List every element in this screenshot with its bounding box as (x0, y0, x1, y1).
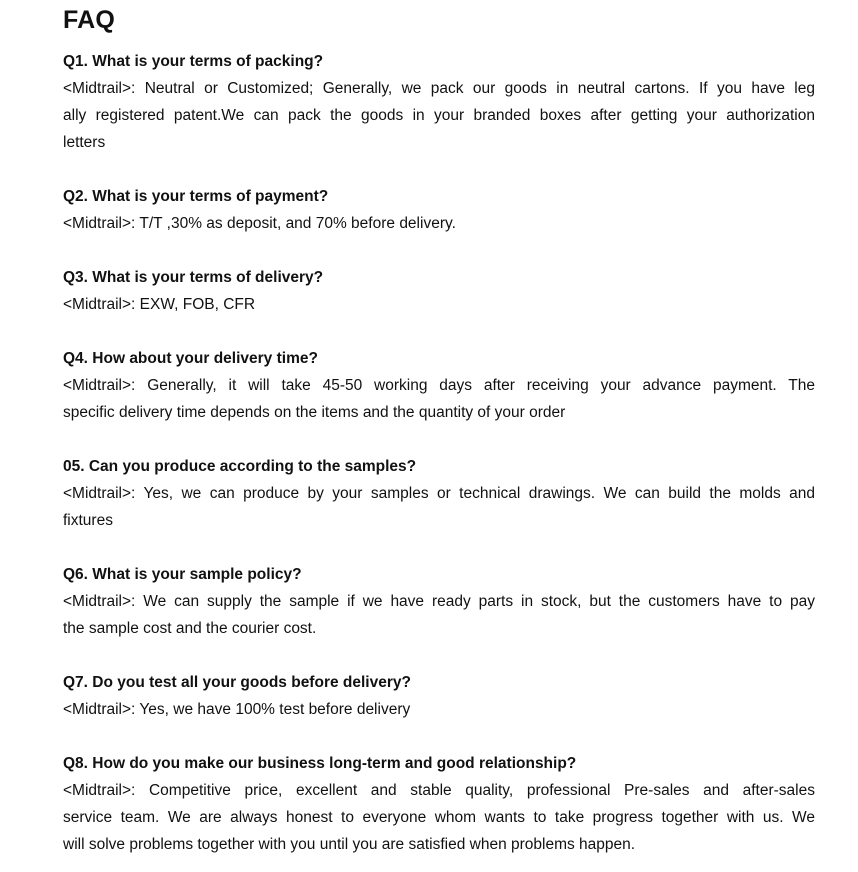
answer-line: service team. We are always honest to everyone whom wants to take progress together with us. We (63, 809, 815, 826)
faq-answer (63, 210, 815, 237)
faq-question: Q8. How do you make our business long-term and good relationship? (63, 755, 577, 772)
faq-answer (63, 588, 815, 642)
answer-line: will solve problems together with you until you are satisfied when problems happen. (63, 836, 636, 853)
answer-line: <Midtrail>: Neutral or Customized; Generally, we pack our goods in neutral cartons. If you have leg (63, 80, 815, 97)
answer-line: <Midtrail>: Yes, we can produce by your samples or technical drawings. We can build the molds and (63, 485, 815, 502)
faq-question: 05. Can you produce according to the samples? (63, 458, 417, 475)
faq-answer (63, 75, 815, 156)
faq-answer (63, 291, 815, 318)
faq-question: Q6. What is your sample policy? (63, 566, 302, 583)
answer-line: <Midtrail>: Generally, it will take 45-50 working days after receiving your advance payment. The (63, 377, 815, 394)
faq-question: Q3. What is your terms of delivery? (63, 269, 324, 286)
faq-answer (63, 777, 815, 858)
answer-line: <Midtrail>: T/T ,30% as deposit, and 70% before delivery. (63, 215, 456, 232)
faq-item-q2 (63, 183, 815, 237)
faq-item-q7 (63, 669, 815, 723)
faq-item-q1 (63, 48, 815, 156)
answer-line: ally registered patent.We can pack the goods in your branded boxes after getting your authorization (63, 107, 815, 124)
page-title: FAQ (63, 6, 115, 34)
faq-item-q5 (63, 453, 815, 534)
faq-answer (63, 480, 815, 534)
faq-question: Q2. What is your terms of payment? (63, 188, 329, 205)
answer-line: <Midtrail>: EXW, FOB, CFR (63, 296, 256, 313)
answer-line: <Midtrail>: Yes, we have 100% test before delivery (63, 701, 411, 718)
faq-question: Q4. How about your delivery time? (63, 350, 318, 367)
faq-question: Q1. What is your terms of packing? (63, 53, 324, 70)
answer-line: <Midtrail>: Competitive price, excellent and stable quality, professional Pre-sales and after-sales (63, 782, 815, 799)
faq-item-q6 (63, 561, 815, 642)
faq-item-q3 (63, 264, 815, 318)
faq-answer (63, 696, 815, 723)
answer-line: the sample cost and the courier cost. (63, 620, 317, 637)
faq-answer (63, 372, 815, 426)
answer-line: letters (63, 134, 106, 151)
answer-line: fixtures (63, 512, 113, 529)
faq-item-q8 (63, 750, 815, 858)
answer-line: specific delivery time depends on the items and the quantity of your order (63, 404, 566, 421)
answer-line: <Midtrail>: We can supply the sample if we have ready parts in stock, but the customers have to pay (63, 593, 815, 610)
faq-item-q4 (63, 345, 815, 426)
faq-question: Q7. Do you test all your goods before delivery? (63, 674, 411, 691)
